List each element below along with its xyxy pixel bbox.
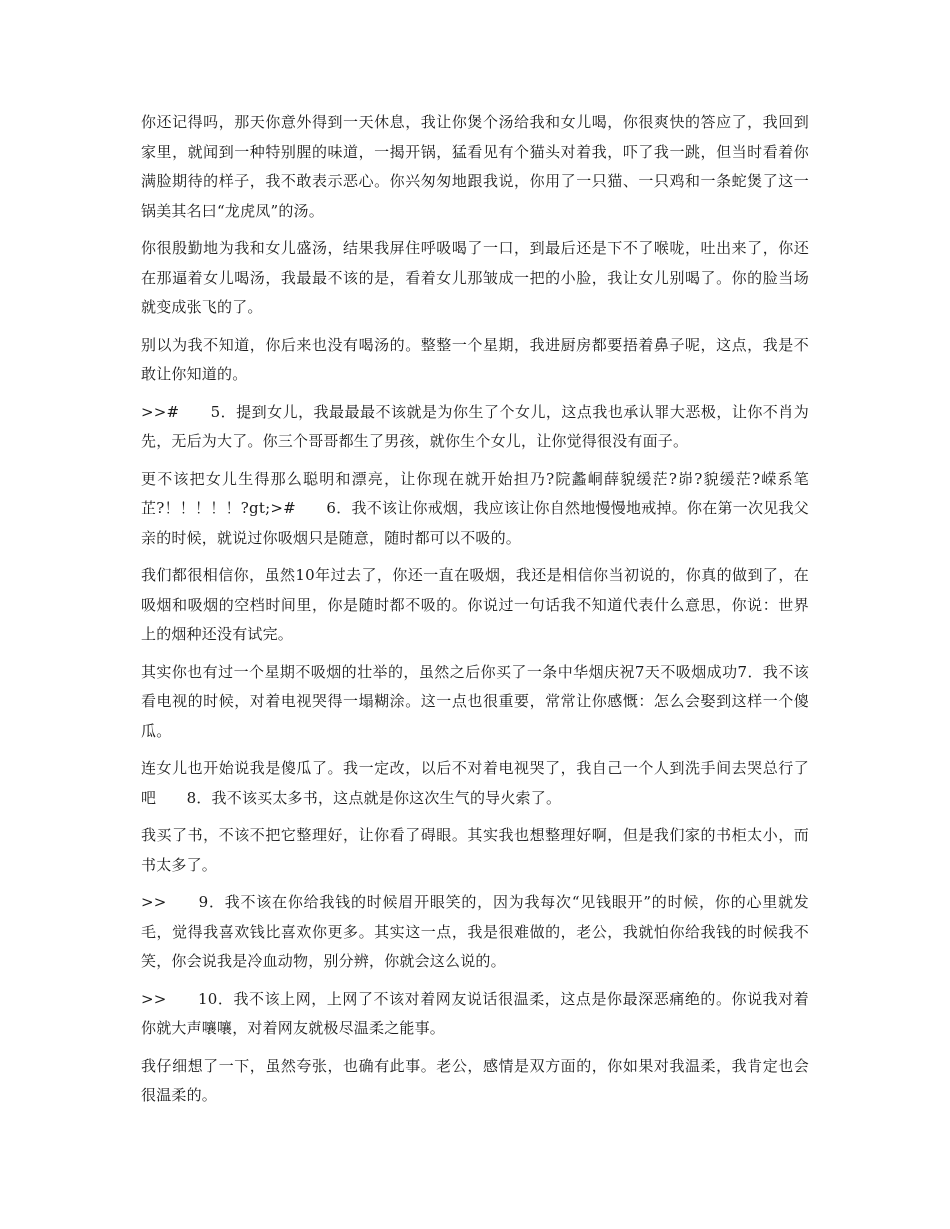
paragraph-4: >># 5．提到女儿，我最最最不该就是为你生了个女儿，这点我也承认罪大恶极，让你不肖为先，无后为大了。你三个哥哥都生了男孩，就你生个女儿，让你觉得很没有面子。 [141,402,809,450]
paragraph-8: 连女儿也开始说我是傻瓜了。我一定改，以后不对着电视哭了，我自己一个人到洗手间去哭总行了吧 8．我不该买太多书，这点就是你这次生气的导火索了。 [141,759,809,807]
paragraph-9: 我买了书，不该不把它整理好，让你看了碍眼。其实我也想整理好啊，但是我们家的书柜太小，而书太多了。 [141,826,809,874]
paragraph-10: >> 9．我不该在你给我钱的时候眉开眼笑的，因为我每次“见钱眼开”的时候，你的心里就发毛，觉得我喜欢钱比喜欢你更多。其实这一点，我是很难做的，老公，我就怕你给我钱的时候我不笑，你会说我是冷血动物，别分辨，你就会这么说的。 [141,893,809,970]
paragraph-5: 更不该把女儿生得那么聪明和漂亮，让你现在就开始担乃?院蠡峒薛貌缓茫?峁?貌缓茫?嵘系笔芷?！！！！！?gt;># 6．我不该让你戒烟，我应该让你自然地慢慢地戒掉。你在第一次见我父亲的时候，就说过你吸烟只是随意，随时都可以不吸的。 [141,469,809,547]
paragraph-2: 你很殷勤地为我和女儿盛汤，结果我屏住呼吸喝了一口，到最后还是下不了喉咙，吐出来了，你还在那逼着女儿喝汤，我最最不该的是，看着女儿那皱成一把的小脸，我让女儿别喝了。你的脸当场就变成张飞的了。 [141,239,809,316]
paragraph-3: 别以为我不知道，你后来也没有喝汤的。整整一个星期，我进厨房都要捂着鼻子呢，这点，我是不敢让你知道的。 [141,335,809,383]
paragraph-6: 我们都很相信你，虽然10年过去了，你还一直在吸烟，我还是相信你当初说的，你真的做到了，在吸烟和吸烟的空档时间里，你是随时都不吸的。你说过一句话我不知道代表什么意思，你说：世界上的烟种还没有试完。 [141,566,809,643]
paragraph-1: 你还记得吗，那天你意外得到一天休息，我让你煲个汤给我和女儿喝，你很爽快的答应了，我回到家里，就闻到一种特别腥的味道，一揭开锅，猛看见有个猫头对着我，吓了我一跳，但当时看着你满脸期待的样子，我不敢表示恶心。你兴匆匆地跟我说，你用了一只猫、一只鸡和一条蛇煲了这一锅美其名曰“龙虎凤”的汤。 [141,113,809,220]
paragraph-7: 其实你也有过一个星期不吸烟的壮举的，虽然之后你买了一条中华烟庆祝7天不吸烟成功7．我不该看电视的时候，对着电视哭得一塌糊涂。这一点也很重要，常常让你感慨：怎么会娶到这样一个傻瓜。 [141,662,809,740]
paragraph-12: 我仔细想了一下，虽然夸张，也确有此事。老公，感情是双方面的，你如果对我温柔，我肯定也会很温柔的。 [141,1056,809,1104]
document-page [141,108,809,1119]
paragraph-11: >> 10．我不该上网，上网了不该对着网友说话很温柔，这点是你最深恶痛绝的。你说我对着你就大声嚷嚷，对着网友就极尽温柔之能事。 [141,989,809,1037]
